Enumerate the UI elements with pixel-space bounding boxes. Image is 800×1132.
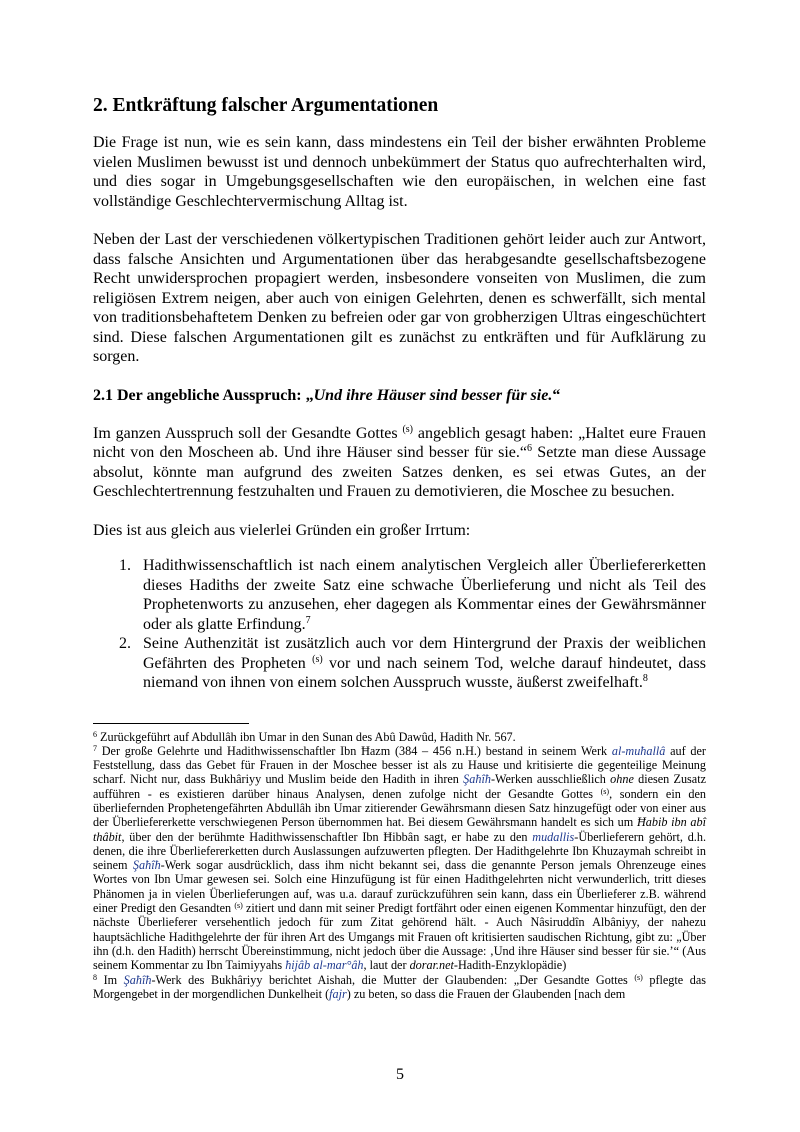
footnote-7: $^7$ Der große Gelehrte und Hadithwissenschaftler Ibn Ħazm (384 – 456 n.H.) bestand in seinem Werk al-muħallâ auf der Feststellung, dass das Gebet für Frauen in der Moschee besser ist als zu Hause und kritisierte die gegenteilige Meinung scharf. Nicht nur, dass Bukhâriyy und Muslim beide den Hadith in ihren Şaħîħ-Werken ausschließlich ohne diesen Zusatz aufführen - es existieren darüber hinaus Analysen, denen zufolge nicht der Gesandte Gottes $^{(s)}$, sondern ein den überliefernden Prophetengefährten Abdullâh ibn Umar zitierender Gewährsmann diesen Satz hinzugefügt oder von einer aus der Überliefererkette verschwiegenen Person übernommen hat. Bei diesem Gewährsmann handelt es sich um Ħabib ibn abî thâbit, über den der berühmte Hadithwissenschaftler Ibn Ħibbân sagt, er habe zu den mudallis-Überlieferern gehört, d.h. denen, die ihre Überliefererketten durch Auslassungen aufzuwerten pflegten. Der Hadithgelehrte Ibn Khuzaymah schreibt in seinem Şaħîħ-Werk sogar ausdrücklich, dass ihm nicht bekannt sei, dass die genannte Person jemals Ohrenzeuge eines Wortes von Ibn Umar gewesen sei. Solch eine Hinzufügung ist für einen Hadithgelehrten nicht verwunderlich, tritt dieses Phänomen ja in vielen Überlieferungen auf, was u.a. darauf zurückzuführen sein kann, dass ein Überlieferer z.B. während einer Predigt den Gesandten $^{(s)}$ zitiert und dann mit seiner Predigt fortfährt oder einen eigenen Kommentar hinzufügt, den der nächste Überlieferer versehentlich jedoch für zum Zitat gehörend hält. - Auch Nâsiruddîn Albâniyy, der nahezu hauptsächliche Hadithgelehrte der für ihren Art des Umgangs mit Frauen oft kritisierten saudischen Richtung, gibt zu: „Über ihn (d.h. den Hadith) herrscht Übereinstimmung, nicht jedoch über die Aussage: ‚Und ihre Häuser sind besser für sie.’“ (Aus seinem Kommentar zu Ibn Taimiyyahs ħijâb al-mar°âh, laut der dorar.net-Hadith-Enzyklopädie) (93, 743, 707, 973)
footnote-ref-8[interactable]: 8 (642, 673, 648, 684)
footnote-ref-6[interactable]: 6 (527, 443, 533, 454)
footnotes (93, 730, 706, 1002)
reasons-list (93, 556, 706, 693)
quoted-saying: Und ihre Häuser sind besser für sie. (313, 386, 553, 404)
paragraph-error: Dies ist aus gleich aus vielerlei Gründen ein großer Irrtum: (93, 521, 471, 539)
footnote-ref-7[interactable]: 7 (305, 614, 311, 626)
footnote-8: $^8$ Im Şaħîħ-Werk des Bukhâriyy berichtet Aishah, die Mutter der Glaubenden: „Der Gesandte Gottes $^{(s)}$ pflegte das Morgengebet in der morgendlichen Dunkelheit (fajr) zu beten, so dass die Frauen der Glaubenden [nach dem (93, 972, 706, 1001)
footnote-6: $^6$ Zurückgeführt auf Abdullâh ibn Umar in den Sunan des Abû Dawûd, Hadith Nr. 567. (93, 729, 516, 744)
paragraph-saying: Im ganzen Ausspruch soll der Gesandte Gottes $^{(s)}$ angeblich gesagt haben: „Haltet eure Frauen nicht von den Moscheen ab. Und ihre Häuser sind besser für sie.“$^6$ Setzte man diese Aussage absolut, könnte man aufgrund des zweiten Satzes denken, es sei etwas Gutes, an der Geschlechtertrennung festzuhalten und Frauen zu demotivieren, die Moschee zu besuchen. (93, 423, 707, 500)
footnote-separator (93, 723, 249, 724)
subsection-heading: 2.1 Der angebliche Ausspruch: „Und ihre Häuser sind besser für sie.“ (93, 386, 561, 404)
list-item: 2. Seine Authenzität ist zusätzlich auch vor dem Hintergrund der Praxis der weiblichen Gefährten des Propheten $^{(s)}$ vor und nach seinem Tod, welche darauf hindeutet, dass niemand von ihnen von einem solchen Ausspruch wusste, äußerst zweifelhaft.$^8$ (119, 635, 706, 691)
page-number: 5 (396, 1066, 404, 1083)
paragraph-2: Neben der Last der verschiedenen völkertypischen Traditionen gehört leider auch zur Antwort, dass falsche Ansichten und Argumentationen über das herabgesandte gesellschaftsbezogene Recht unwidersprochen propagiert werden, insbesondere vonseiten von Muslimen, die zum religiösen Extrem neigen, aber auch von einigen Gelehrten, denen es schwerfällt, sich mental von traditionsbehaftetem Denken zu befreien oder gar von grobherzigen Ultras eingeschüchtert sind. Diese falschen Argumentationen gilt es zunächst zu entkräften und für Aufklärung zu sorgen. (93, 231, 706, 365)
list-item: 1. Hadithwissenschaftlich ist nach einem analytischen Vergleich aller Überliefererketten dieses Hadiths der zweite Satz eine schwache Überlieferung und nicht als Teil des Prophetenworts zu anzusehen, eher dagegen als Kommentar eines der Gewährsmänner oder als glatte Erfindung.$^7$ (119, 557, 706, 633)
honorific-mark: (s) (312, 653, 323, 665)
section-heading: 2. Entkräftung falscher Argumentationen (93, 95, 439, 116)
document-page (93, 94, 706, 1001)
honorific-mark: (s) (402, 423, 414, 435)
paragraph-1: Die Frage ist nun, wie es sein kann, dass mindestens ein Teil der bisher erwähnten Probleme vielen Muslimen bewusst ist und dennoch unbekümmert der Status quo aufrechterhalten wird, und dies sogar in Umgebungsgesellschaften wie den europäischen, in welchen eine fast vollständige Geschlechtervermischung Alltag ist. (93, 134, 706, 210)
